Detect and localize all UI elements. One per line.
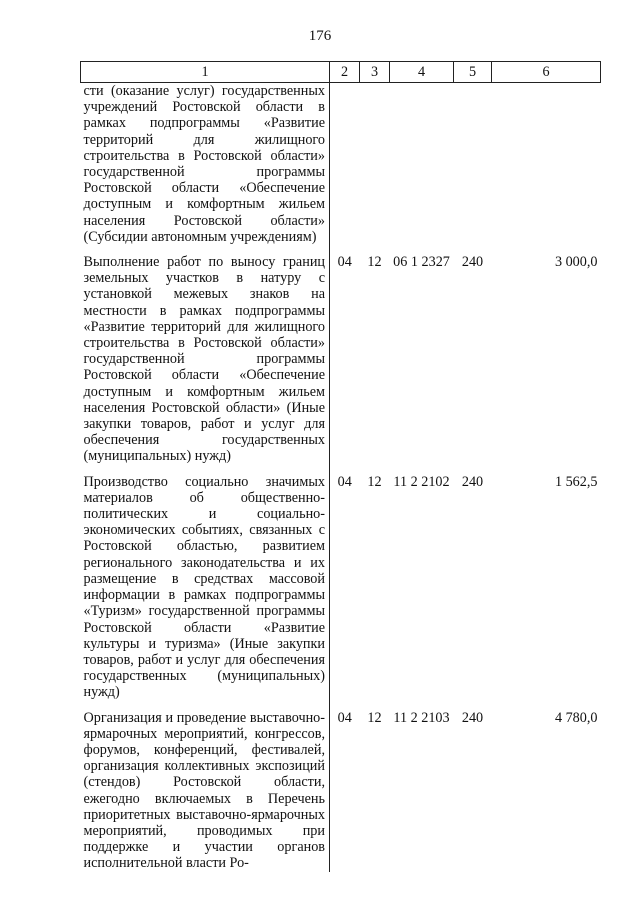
subsection-code: 12 (367, 473, 382, 490)
section-code: 04 (337, 709, 352, 726)
column-header: 1 (81, 62, 330, 83)
row-description: сти (оказание услуг) государственных учреждений Ростовской области в рамках подпрограммы «Развитие территорий для жилищного строительства в Ростовской области» государственной программы Ростовской области «Обеспечение доступным и комфортным жильем населения Ростовской области» (Субсидии автономным учреждениям) (81, 83, 330, 246)
row-description: Производство социально значимых материалов об общественно-политических и социально-экономических событиях, связанных с Ростовской областью, развитием регионального законодательства и их размещение в средствах массовой информации в рамках подпрограммы «Туризм» государственной программы Ростовской области «Развитие культуры и туризма» (Иные закупки товаров, работ и услуг для обеспечения государственных (муниципальных) нужд) (81, 465, 330, 701)
expense-type-code (454, 83, 492, 246)
table-row (81, 701, 601, 872)
budget-table (80, 61, 601, 872)
row-description: Выполнение работ по выносу границ земельных участков в натуру с установкой межевых знаков на местности в рамках подпрограммы «Развитие территорий для жилищного строительства в Ростовской области» государственной программы Ростовской области «Обеспечение доступным и комфортным жильем населения Ростовской области» (Иные закупки товаров, работ и услуг для обеспечения государственных (муниципальных) нужд) (81, 245, 330, 465)
header-row (81, 62, 601, 83)
column-header: 6 (492, 62, 601, 83)
table-row (81, 83, 601, 246)
amount (492, 83, 601, 246)
column-header: 2 (330, 62, 360, 83)
expense-type-code: 240 (461, 709, 484, 726)
section-code: 04 (337, 473, 352, 490)
amount: 4 780,0 (554, 709, 598, 726)
target-article-code (390, 83, 454, 246)
page-number: 176 (308, 28, 332, 44)
expense-type-code: 240 (461, 473, 484, 490)
row-description: Организация и проведение выставочно-ярмарочных мероприятий, конгрессов, форумов, конференций, фестивалей, организация коллективных экспозиций (стендов) Ростовской области, ежегодно включаемых в Перечень приоритетных выставочно-ярмарочных мероприятий, проводимых при поддержке и участии органов исполнительной власти Ро- (81, 701, 330, 872)
expense-type-code: 240 (461, 254, 484, 271)
section-code (330, 83, 360, 246)
target-article-code: 11 2 2102 (393, 473, 450, 490)
table-row (81, 245, 601, 465)
column-header: 5 (454, 62, 492, 83)
column-header: 4 (390, 62, 454, 83)
subsection-code (360, 83, 390, 246)
column-header: 3 (360, 62, 390, 83)
subsection-code: 12 (367, 709, 382, 726)
amount: 3 000,0 (554, 254, 598, 271)
subsection-code: 12 (367, 254, 382, 271)
target-article-code: 06 1 2327 (393, 254, 450, 271)
amount: 1 562,5 (554, 473, 598, 490)
target-article-code: 11 2 2103 (393, 709, 450, 726)
section-code: 04 (337, 254, 352, 271)
table-row (81, 465, 601, 701)
